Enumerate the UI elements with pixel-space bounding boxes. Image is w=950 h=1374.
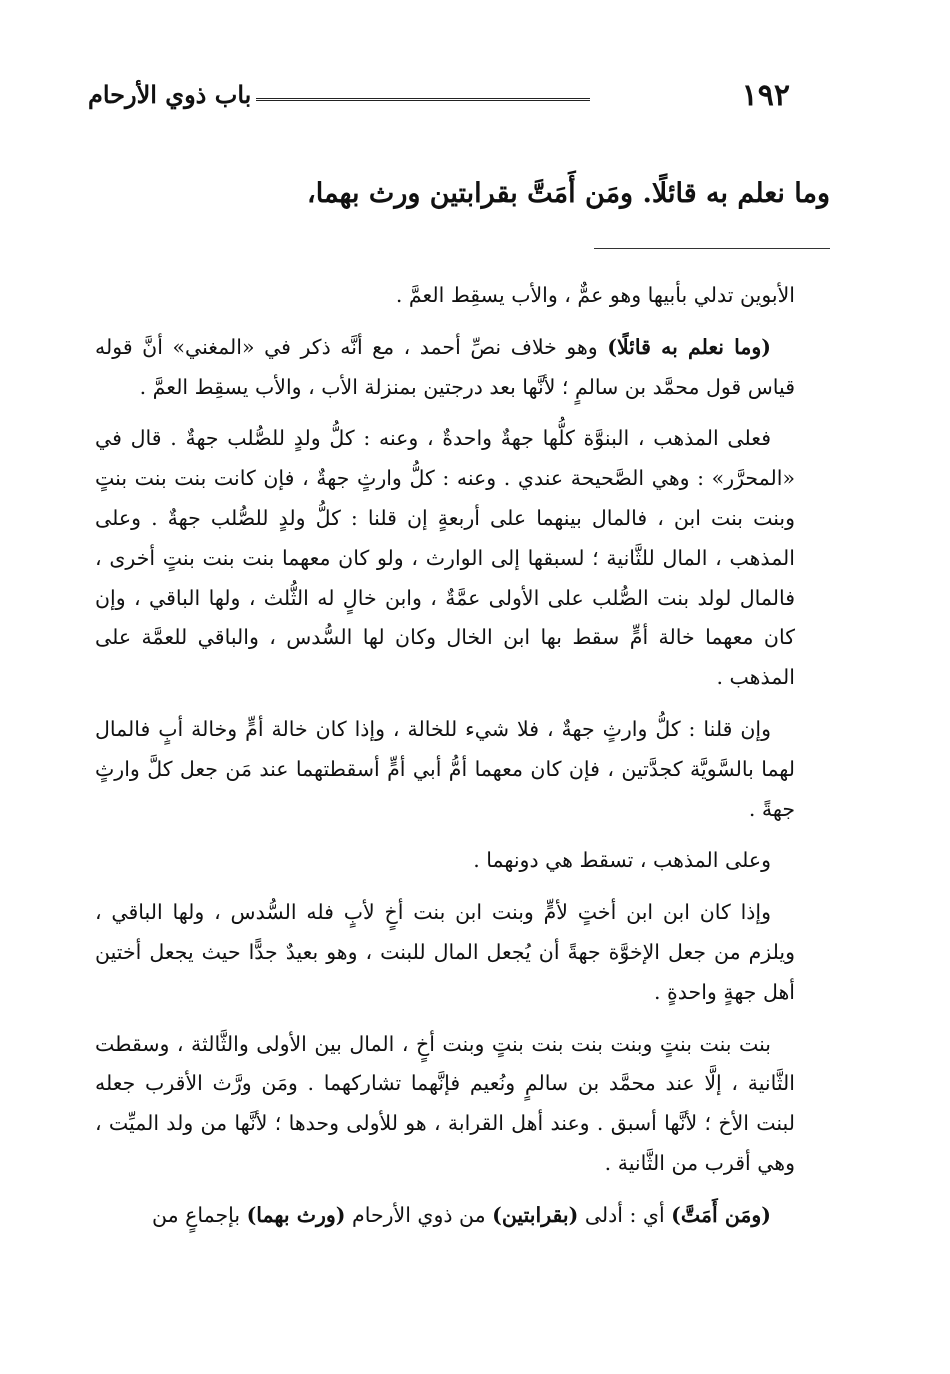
commentary-body: [95, 276, 795, 1248]
paragraph: وإن قلنا : كلُّ وارثٍ جهةٌ ، فلا شيء للخالة ، وإذا كان خالة أمٍّ وخالة أبٍ فالمال لهما بالسَّويَّة كجدَّتين ، فإن كان معهما أمُّ أبي أمٍّ أسقطتهما عند مَن جعل كلَّ وارثٍ جهةً .: [95, 716, 795, 821]
paragraph-continuation: الأبوين تدلي بأبيها وهو عمٌّ ، والأب يسقِط العمَّ .: [395, 283, 795, 307]
paragraph-text: بإجماعٍ من: [152, 1202, 247, 1227]
paragraph-text: وهو خلاف نصِّ أحمد ، مع أنَّه ذكر في «المغني» أنَّ قوله قياس قول محمَّد بن سالمٍ ؛ لأنَّها بعد درجتين بمنزلة الأب ، والأب يسقِط العمَّ .: [95, 334, 795, 399]
page-header: [88, 78, 790, 118]
paragraph: [95, 328, 795, 408]
header-rule: [256, 98, 590, 101]
separator-line: [594, 248, 830, 249]
quoted-matn: (ورث بهما): [246, 1202, 346, 1227]
paragraph: بنت بنت بنتٍ وبنت بنت بنت بنتٍ وبنت أخٍ ، المال بين الأولى والثَّالثة ، وسقطت الثَّانية ، إلَّا عند محمَّد بن سالمٍ ونُعيم فإنَّهما تشاركهما . ومَن ورَّث الأقرب جعله لبنت الأخ ؛ لأنَّها أسبق . وعند أهل القرابة ، هو للأولى وحدها ؛ لأنَّها من ولد الميِّت ، وهي أقرب من الثَّانية .: [95, 1031, 795, 1175]
paragraph: [95, 1196, 795, 1236]
page-number: ١٩٢: [741, 78, 790, 113]
paragraph: فعلى المذهب ، البنوَّة كلُّها جهةٌ واحدةٌ ، وعنه : كلُّ ولدٍ للصُّلب جهةٌ . قال في «المحرَّر» : وهي الصَّحيحة عندي . وعنه : كلُّ وارثٍ جهةٌ ، فإن كانت بنت بنت بنتٍ وبنت بنت ابن ، فالمال بينهما على أربعةٍ إن قلنا : كلُّ ولدٍ للصُّلب جهةٌ . وعلى المذهب ، المال للثَّانية ؛ لسبقها إلى الوارث ، ولو كان معهما بنت بنت بنتٍ أخرى ، فالمال لولد بنت الصُّلب على الأولى عمَّةٌ ، وابن خالٍ له الثُّلث ، ولها الباقي ، وإن كان معهما خالة أمٍّ سقط بها ابن الخال وكان لها السُّدس ، والباقي للعمَّة على المذهب .: [95, 426, 795, 690]
paragraph-text: من ذوي الأرحام: [345, 1202, 493, 1227]
paragraph-text: أي : أدلى: [578, 1202, 672, 1227]
paragraph: وعلى المذهب ، تسقط هي دونهما .: [473, 848, 771, 873]
matn-text: وما نعلم به قائلًا. ومَن أَمَتَّ بقرابتين ورث بهما،: [307, 178, 830, 209]
quoted-matn: (وما نعلم به قائلًا): [607, 334, 771, 359]
quoted-matn: (ومَن أَمَتَّ): [671, 1202, 771, 1227]
quoted-matn: (بقرابتين): [492, 1202, 579, 1227]
paragraph: وإذا كان ابن ابن أختٍ لأمٍّ وبنت ابن بنت أخٍ لأبٍ فله السُّدس ، ولها الباقي ، ويلزم من جعل الإخوَّة جهةً أن يُجعل المال للبنت ، وهو بعيدٌ جدًّا حيث يجعل أختين أهل جهةٍ واحدةٍ .: [95, 900, 795, 1004]
chapter-title: باب ذوي الأرحام: [88, 80, 252, 109]
